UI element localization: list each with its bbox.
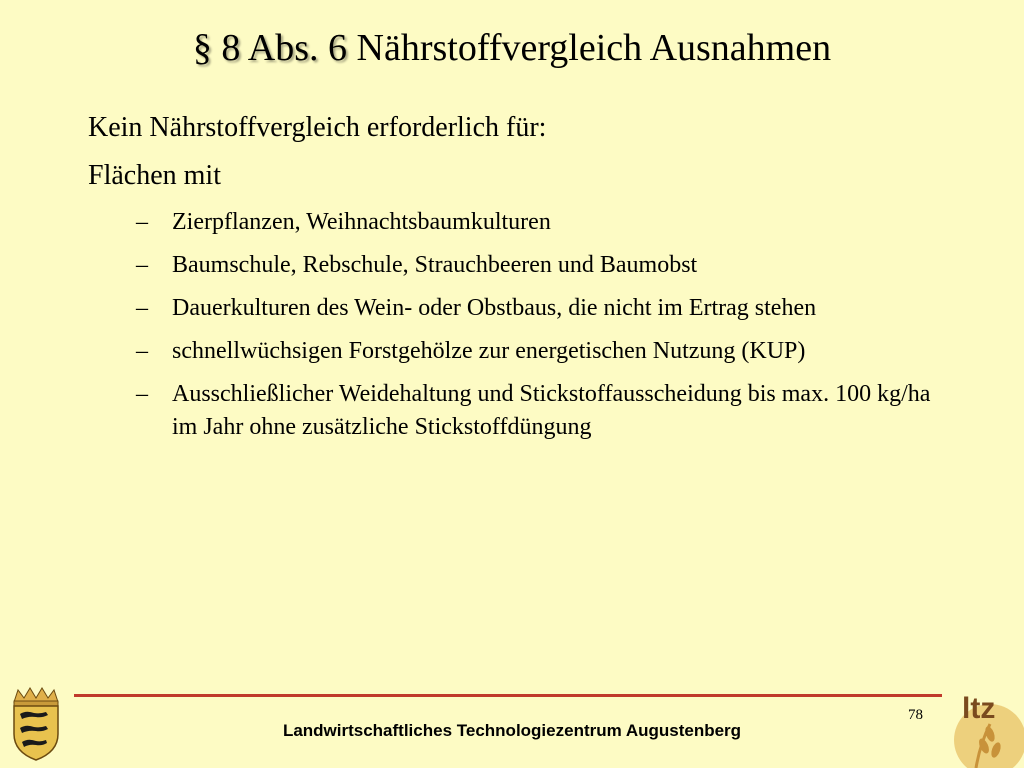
ltz-logo-icon <box>946 684 1024 768</box>
list-item-text: Dauerkulturen des Wein- oder Obstbaus, die nicht im Ertrag stehen <box>172 295 817 321</box>
list-item-text: Ausschließlicher Weidehaltung und Stickstoffausscheidung bis max. 100 kg/ha im Jahr ohne zusätzliche Stickstoffdüngung <box>172 381 931 440</box>
logo-text: ltz <box>962 692 996 725</box>
list-item-text: Zierpflanzen, Weihnachtsbaumkulturen <box>172 209 551 235</box>
page-number: 78 <box>908 707 923 723</box>
dash-bullet: – <box>136 295 148 321</box>
title-text: Nährstoffvergleich Ausnahmen <box>347 27 832 69</box>
list-item-text: Baumschule, Rebschule, Strauchbeeren und Baumobst <box>172 252 698 278</box>
list-item <box>136 206 956 239</box>
footer-divider <box>74 694 942 697</box>
exception-list <box>136 206 956 454</box>
list-item-text: schnellwüchsigen Forstgehölze zur energetischen Nutzung (KUP) <box>172 338 806 364</box>
list-item <box>136 335 956 368</box>
list-item <box>136 249 956 282</box>
dash-bullet: – <box>136 209 148 235</box>
list-item <box>136 378 956 444</box>
intro-line-2: Flächen mit <box>88 160 221 191</box>
slide-title <box>0 24 1024 72</box>
list-item <box>136 292 956 325</box>
footer-organization: Landwirtschaftliches Technologiezentrum Augustenberg <box>282 721 742 740</box>
dash-bullet: – <box>136 338 148 364</box>
title-section-reference: § 8 Abs. 6 <box>192 27 348 69</box>
dash-bullet: – <box>136 381 148 407</box>
dash-bullet: – <box>136 252 148 278</box>
intro-line-1: Kein Nährstoffvergleich erforderlich für: <box>88 112 547 143</box>
